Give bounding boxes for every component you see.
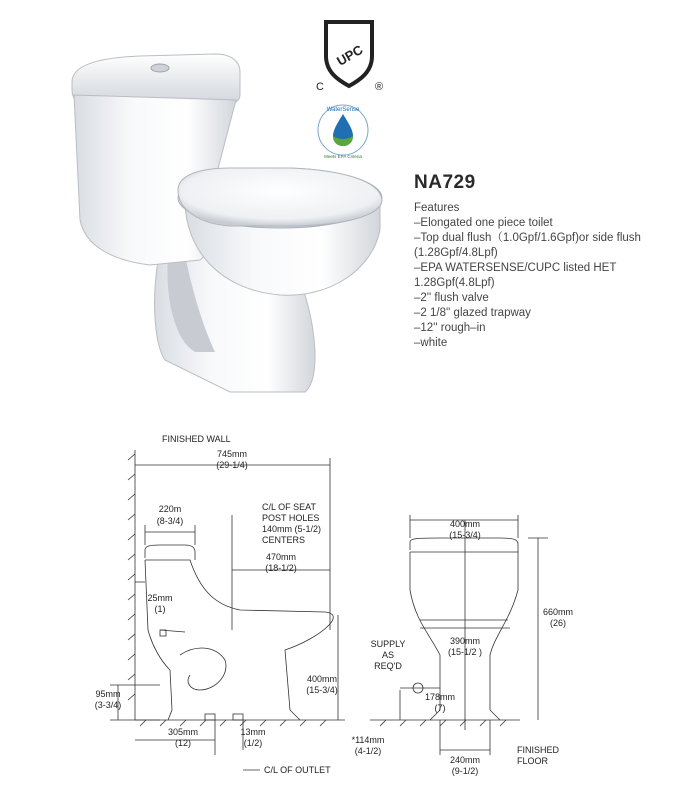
upc-c-mark: C (316, 81, 324, 93)
label-finished-wall: FINISHED WALL (162, 434, 231, 444)
label-outlet-mm: 13mm (240, 727, 266, 737)
label-seat-height-in: (15-3/4) (306, 685, 338, 695)
label-bowl-width-in: (15-1/2 ) (447, 647, 483, 657)
product-model-title: NA729 (414, 172, 476, 193)
label-overall-length-mm: 745mm (216, 449, 248, 459)
feature-items (414, 216, 693, 351)
watersense-bottom-text: Meets EPA Criteria (324, 154, 362, 159)
label-gap-in: (1) (154, 604, 166, 614)
label-bowl-width-mm: 390mm (449, 636, 481, 646)
label-base-width-mm: 240mm (449, 755, 481, 765)
label-height-in: (26) (549, 618, 567, 628)
label-bowl-length-in: (18-1/2) (265, 563, 297, 573)
watersense-top-text: WaterSense (326, 107, 360, 113)
feature-item: –2'' flush valve (414, 292, 489, 304)
label-outlet-in: (1/2) (243, 738, 263, 748)
features-heading: Features (414, 202, 460, 214)
label-finished-floor-1: FINISHED (517, 745, 560, 755)
label-supply-offset-in: (7) (434, 703, 446, 713)
label-front-width-mm: 400mm (449, 519, 481, 529)
label-tank-depth-mm: 220m (158, 504, 182, 514)
label-seat-post-4: CENTERS (262, 535, 306, 545)
label-seat-post-1: C/L OF SEAT (262, 502, 317, 512)
label-base-width-in: (9-1/2) (451, 766, 479, 776)
label-seat-height-mm: 400mm (306, 674, 338, 684)
label-supply-2: AS (381, 650, 395, 660)
label-rough-in-in: (12) (174, 738, 192, 748)
label-seat-post-2: POST HOLES (262, 513, 320, 523)
label-supply-1: SUPPLY (370, 639, 406, 649)
label-seat-post-3: 140mm (5-1/2) (262, 524, 322, 534)
feature-item: –EPA WATERSENSE/CUPC listed HET (414, 262, 617, 274)
feature-item: –2 1/8'' glazed trapway (414, 307, 531, 319)
label-supply-3: REQ'D (374, 661, 402, 671)
label-height-mm: 660mm (542, 607, 574, 617)
label-supply-height-in: (3-3/4) (94, 700, 122, 710)
feature-item: (1.28Gpf/4.8Lpf) (414, 247, 498, 259)
label-rough-in-mm: 305mm (167, 727, 199, 737)
features-list (414, 201, 693, 351)
feature-item: –Top dual flush（1.0Gpf/1.6Gpf)or side flush (414, 232, 641, 244)
label-overall-length-in: (29-1/4) (216, 460, 248, 470)
label-supply-offset-mm: 178mm (424, 692, 456, 702)
label-supply-height-mm: 95mm (95, 689, 121, 699)
feature-item: 1.28Gpf(4.8Lpf) (414, 277, 495, 289)
label-supply-floor-in: (4-1/2) (354, 746, 382, 756)
technical-drawing (0, 420, 693, 800)
feature-item: –Elongated one piece toilet (414, 217, 553, 229)
upc-registered-mark: ® (375, 81, 384, 93)
label-outlet: C/L OF OUTLET (264, 765, 331, 775)
label-gap-mm: 25mm (147, 593, 173, 603)
upc-certification-logo (312, 14, 392, 96)
watersense-logo (315, 100, 371, 162)
feature-item: –12'' rough–in (414, 322, 486, 334)
label-finished-floor-2: FLOOR (517, 756, 549, 766)
label-tank-depth-in: (8-3/4) (156, 516, 184, 526)
label-supply-floor-mm: *114mm (351, 735, 385, 745)
feature-item: –white (414, 337, 448, 349)
upc-text: UPC (334, 41, 366, 69)
label-bowl-length-mm: 470mm (265, 552, 297, 562)
label-front-width-in: (15-3/4) (449, 530, 481, 540)
